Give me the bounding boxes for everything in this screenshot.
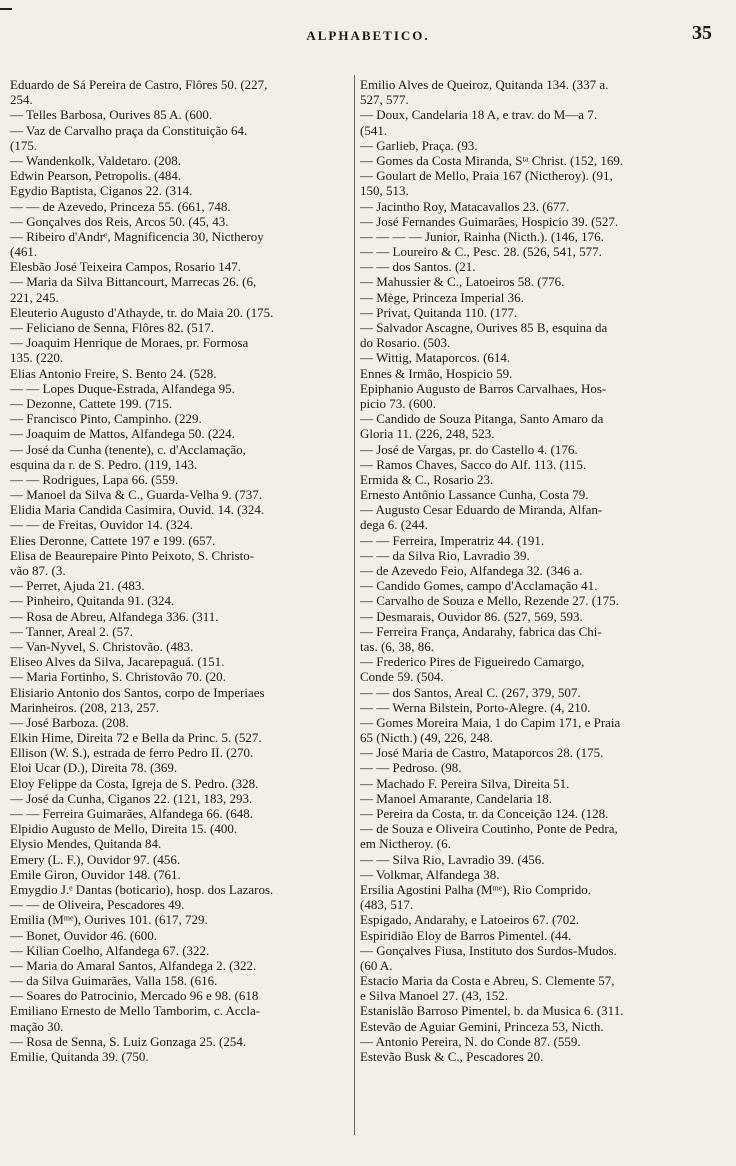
directory-entry-line: — José de Vargas, pr. do Castello 4. (176. <box>360 441 578 457</box>
directory-entry-line: — Maria Fortinho, S. Christovão 70. (20. <box>10 669 226 685</box>
directory-entry-line: — Rosa de Senna, S. Luiz Gonzaga 25. (254. <box>10 1033 247 1049</box>
directory-entry-line: — Joaquim de Mattos, Alfandega 50. (224. <box>10 426 235 442</box>
directory-entry-line: — Garlieb, Praça. (93. <box>360 137 478 153</box>
directory-entry-line: — Tanner, Areal 2. (57. <box>10 623 133 639</box>
directory-entry-line: — Ferreira França, Andarahy, fabrica das Chi- <box>360 623 602 639</box>
directory-entry-line: Elkin Hime, Direita 72 e Bella da Princ. 5. (527. <box>10 730 262 746</box>
directory-entry-line: Ellison (W. S.), estrada de ferro Pedro II. (270. <box>10 745 254 761</box>
directory-entry-line: Elies Deronne, Cattete 197 e 199. (657. <box>10 532 216 548</box>
directory-entry-line: em Nictheroy. (6. <box>360 836 451 852</box>
directory-entry-line: — Antonio Pereira, N. do Conde 87. (559. <box>360 1033 581 1049</box>
directory-entry-line: Eliseo Alves da Silva, Jacarepaguá. (151. <box>10 654 225 670</box>
directory-entry-line: Emiliano Ernesto de Mello Tamborim, c. Accla- <box>10 1003 261 1019</box>
directory-entry-line: Conde 59. (504. <box>360 669 444 685</box>
directory-entry-line: — — dos Santos, Areal C. (267, 379, 507. <box>360 684 581 700</box>
directory-entry-line: — Feliciano de Senna, Flôres 82. (517. <box>10 320 214 335</box>
directory-entry-line: Estevão Busk & C., Pescadores 20. <box>360 1049 544 1064</box>
directory-entry-line: vão 87. (3. <box>10 563 66 578</box>
directory-entry-line: Eduardo de Sá Pereira de Castro, Flôres 50. (227, <box>10 77 268 92</box>
directory-entry-line: Espigado, Andarahy, e Latoeiros 67. (702. <box>360 912 580 928</box>
directory-entry-line: — Ramos Chaves, Sacco do Alf. 113. (115. <box>360 456 587 472</box>
directory-entry-line: — Gomes da Costa Miranda, Sᵗᵃ Christ. (152, 169. <box>360 152 624 168</box>
directory-entry-line: Espiridião Eloy de Barros Pimentel. (44. <box>360 927 572 943</box>
directory-entry-line: — — da Silva Rio, Lavradio 39. <box>360 547 530 563</box>
directory-entry-line: — Rosa de Abreu, Alfandega 336. (311. <box>10 608 219 624</box>
directory-entry-line: — Desmarais, Ouvidor 86. (527, 569, 593. <box>360 608 583 624</box>
directory-entry-line: — de Souza e Oliveira Coutinho, Ponte de Pedra, <box>360 821 618 837</box>
directory-entry-line: Estevão de Aguiar Gemini, Princeza 53, Nicth. <box>360 1018 604 1034</box>
directory-entry-line: Elidia Maria Candida Casimira, Ouvid. 14. (324. <box>10 502 265 518</box>
directory-entry-line: — Wandenkolk, Valdetaro. (208. <box>10 152 182 168</box>
directory-entry-line: esquina da r. de S. Pedro. (119, 143. <box>10 456 198 472</box>
directory-entry-line: — Pereira da Costa, tr. da Conceição 124. (128. <box>360 806 609 821</box>
directory-entry-line: — Gonçalves Fiusa, Instituto dos Surdos-Mudos. <box>360 942 617 958</box>
directory-entry-line: — — Lopes Duque-Estrada, Alfandega 95. <box>10 380 235 396</box>
directory-entry-line: 221, 245. <box>10 289 59 305</box>
directory-entry-line: — — de Freitas, Ouvidor 14. (324. <box>10 517 194 533</box>
directory-entry-line: — José da Cunha (tenente), c. d'Acclamação, <box>10 441 246 457</box>
directory-entry-line: 150, 513. <box>360 183 409 199</box>
directory-entry-line: — Telles Barbosa, Ourives 85 A. (600. <box>10 107 213 123</box>
directory-entry-line: — Candido Gomes, campo d'Acclamação 41. <box>360 578 598 594</box>
directory-entry-line: Emilia (Mᵐᵉ), Ourives 101. (617, 729. <box>10 912 208 928</box>
directory-entry-line: — — Pedroso. (98. <box>360 760 462 776</box>
directory-entry-line: — — de Azevedo, Princeza 55. (661, 748. <box>10 198 231 214</box>
directory-entry-line: Elisiario Antonio dos Santos, corpo de Imperiaes <box>10 684 265 700</box>
directory-entry-line: — de Azevedo Feio, Alfandega 32. (346 a. <box>360 563 583 578</box>
directory-entry-line: — — Silva Rio, Lavradio 39. (456. <box>360 851 545 867</box>
directory-entry-line: tas. (6, 38, 86. <box>360 638 435 654</box>
directory-entry-line: e Silva Manoel 27. (43, 152. <box>360 988 509 1004</box>
directory-entry-line: — Mahussier & C., Latoeiros 58. (776. <box>360 274 565 290</box>
directory-entry-line: 527, 577. <box>360 92 409 108</box>
directory-entry-line: — José Barboza. (208. <box>10 714 129 730</box>
directory-entry-line: Gloria 11. (226, 248, 523. <box>360 426 495 442</box>
directory-entry-line: — Volkmar, Alfandega 38. <box>360 866 500 882</box>
directory-entry-line: — Privat, Quitanda 110. (177. <box>360 304 518 320</box>
directory-entry-line: (175. <box>10 137 38 153</box>
directory-entry-line: 65 (Nicth.) (49, 226, 248. <box>360 730 493 746</box>
directory-entry-line: Emilio Alves de Queiroz, Quitanda 134. (337 a. <box>360 77 609 92</box>
edge-mark <box>0 8 12 10</box>
directory-entry-line: — Kilian Coelho, Alfandega 67. (322. <box>10 942 210 958</box>
directory-entry-line: — Carvalho de Souza e Mello, Rezende 27. (175. <box>360 593 619 609</box>
directory-entry-line: — Wittig, Mataporcos. (614. <box>360 350 511 366</box>
directory-entry-line: — Goulart de Mello, Praia 167 (Nictheroy). (91, <box>360 168 613 184</box>
directory-entry-line: — Manoel Amarante, Candelaria 18. <box>360 790 553 806</box>
directory-entry-line: Ernesto Antônio Lassance Cunha, Costa 79. <box>360 487 589 503</box>
directory-entry-line: — — Rodrigues, Lapa 66. (559. <box>10 471 179 487</box>
directory-entry-line: Estanislão Barroso Pimentel, b. da Musica 6. (311. <box>360 1003 624 1019</box>
directory-entry-line: do Rosario. (503. <box>360 335 451 351</box>
directory-entry-line: — José Maria de Castro, Mataporcos 28. (175. <box>360 745 604 761</box>
directory-entry-line: — — Werna Bilstein, Porto-Alegre. (4, 210. <box>360 699 591 715</box>
left-column <box>10 77 350 1064</box>
page-title: ALPHABETICO. <box>306 28 430 43</box>
directory-entry-line: — José Fernandes Guimarães, Hospicio 39. (527. <box>360 213 619 229</box>
directory-entry-line: — Perret, Ajuda 21. (483. <box>10 578 145 594</box>
directory-entry-line: (461. <box>10 244 38 260</box>
directory-entry-line: Emery (L. F.), Ouvidor 97. (456. <box>10 851 181 867</box>
directory-entry-line: — Frederico Pires de Figueiredo Camargo, <box>360 654 585 670</box>
directory-entry-line: — Gomes Moreira Maia, 1 do Capim 171, e Praia <box>360 714 621 730</box>
directory-entry-line: — Manoel da Silva & C., Guarda-Velha 9. (737. <box>10 487 263 503</box>
directory-entry-line: Elisa de Beaurepaire Pinto Peixoto, S. Christo- <box>10 547 255 563</box>
directory-entry-line: (541. <box>360 122 388 138</box>
directory-entry-line: Eloy Felippe da Costa, Igreja de S. Pedro. (328. <box>10 775 259 791</box>
directory-entry-line: Emilie, Quitanda 39. (750. <box>10 1049 149 1064</box>
directory-entry-line: — Doux, Candelaria 18 A, e trav. do M—a 7. <box>360 107 598 123</box>
directory-entry-line: — Vaz de Carvalho praça da Constituição 64. <box>10 122 248 138</box>
directory-entry-line: — Bonet, Ouvidor 46. (600. <box>10 927 157 943</box>
directory-entry-line: picio 73. (600. <box>360 395 436 411</box>
directory-entry-line: — Ribeiro d'Andrᵉ, Magnificencia 30, Nictheroy <box>10 228 264 244</box>
directory-entry-line: — Pinheiro, Quitanda 91. (324. <box>10 593 175 609</box>
right-column <box>360 77 730 1064</box>
directory-entry-line: — — Loureiro & C., Pesc. 28. (526, 541, 577. <box>360 244 602 260</box>
directory-entry-line: Egydio Baptista, Ciganos 22. (314. <box>10 183 193 199</box>
directory-entry-line: — Dezonne, Cattete 199. (715. <box>10 395 173 411</box>
directory-entry-line: — Soares do Patrocinio, Mercado 96 e 98. (618 <box>10 988 259 1004</box>
directory-entry-line: — José da Cunha, Ciganos 22. (121, 183, 293. <box>10 790 253 806</box>
directory-entry-line: dega 6. (244. <box>360 517 428 533</box>
directory-entry-line: Elesbão José Teixeira Campos, Rosario 147. <box>10 259 242 275</box>
directory-entry-line: — Maria da Silva Bittancourt, Marrecas 26. (6, <box>10 274 257 290</box>
directory-entry-line: Edwin Pearson, Petropolis. (484. <box>10 168 182 184</box>
column-divider <box>354 75 355 1135</box>
directory-entry-line: Eleuterio Augusto d'Athayde, tr. do Maia 20. (175. <box>10 304 274 320</box>
directory-entry-line: Elysio Mendes, Quitanda 84. <box>10 836 162 852</box>
directory-entry-line: — — Ferreira, Imperatriz 44. (191. <box>360 532 545 548</box>
directory-entry-line: Ersilia Agostini Palha (Mᵐᵉ), Rio Comprido. <box>360 881 592 897</box>
directory-entry-line: — — de Oliveira, Pescadores 49. <box>10 897 185 913</box>
page-number: 35 <box>692 22 712 44</box>
directory-entry-line: — Francisco Pinto, Campinho. (229. <box>10 411 202 427</box>
directory-entry-line: Marinheiros. (208, 213, 257. <box>10 699 160 715</box>
directory-entry-line: — — Ferreira Guimarães, Alfandega 66. (648. <box>10 806 253 821</box>
directory-entry-line: Epiphanio Augusto de Barros Carvalhaes, Hos- <box>360 380 607 396</box>
directory-entry-line: mação 30. <box>10 1018 64 1034</box>
directory-entry-line: — Candido de Souza Pitanga, Santo Amaro da <box>360 411 604 427</box>
page-header <box>0 22 736 56</box>
directory-entry-line: Elias Antonio Freire, S. Bento 24. (528. <box>10 365 217 381</box>
directory-entry-line: 254. <box>10 92 33 108</box>
directory-entry-line: — Mège, Princeza Imperial 36. <box>360 289 524 305</box>
directory-entry-line: Estacio Maria da Costa e Abreu, S. Clemente 57, <box>360 973 615 989</box>
directory-entry-line: 135. (220. <box>10 350 64 366</box>
directory-entry-line: Ermida & C., Rosario 23. <box>360 471 494 487</box>
directory-entry-line: — da Silva Guimarães, Valla 158. (616. <box>10 973 218 989</box>
directory-entry-line: — Gonçalves dos Reis, Arcos 50. (45, 43. <box>10 213 229 229</box>
directory-entry-line: — Machado F. Pereira Silva, Direita 51. <box>360 775 570 791</box>
directory-entry-line: — Jacintho Roy, Matacavallos 23. (677. <box>360 198 570 214</box>
directory-entry-line: — Maria do Amaral Santos, Alfandega 2. (322. <box>10 957 257 973</box>
directory-entry-line: Eloi Ucar (D.), Direita 78. (369. <box>10 760 178 776</box>
directory-entry-line: — — — — Junior, Rainha (Nicth.). (146, 176. <box>360 228 604 244</box>
directory-entry-line: Emile Giron, Ouvidor 148. (761. <box>10 866 181 882</box>
directory-entry-line: Elpidio Augusto de Mello, Direita 15. (400. <box>10 821 238 837</box>
directory-entry-line: — Van-Nyvel, S. Christovão. (483. <box>10 638 194 654</box>
directory-entry-line: (60 A. <box>360 957 393 973</box>
directory-entry-line: — Salvador Ascagne, Ourives 85 B, esquina da <box>360 320 608 335</box>
directory-entry-line: — — dos Santos. (21. <box>360 259 476 275</box>
directory-entry-line: — Joaquim Henrique de Moraes, pr. Formosa <box>10 335 249 351</box>
directory-entry-line: — Augusto Cesar Eduardo de Miranda, Alfan- <box>360 502 603 518</box>
directory-entry-line: Emygdio J.ᵉ Dantas (boticario), hosp. dos Lazaros. <box>10 881 274 897</box>
directory-entry-line: Ennes & Irmão, Hospicio 59. <box>360 365 513 381</box>
directory-entry-line: (483, 517. <box>360 897 414 913</box>
